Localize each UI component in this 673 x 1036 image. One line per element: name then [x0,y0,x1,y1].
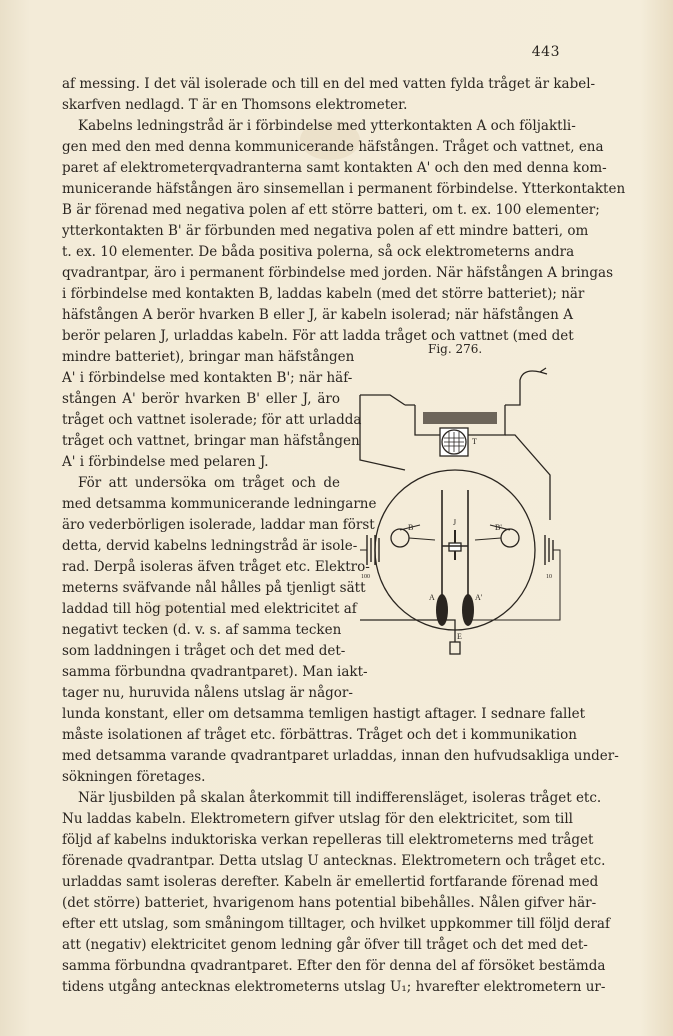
label-E: E [457,632,462,641]
contact-B-prime [501,529,519,547]
page-number: 443 [531,44,560,60]
text-line: som laddningen i tråget och det med det- [62,643,346,659]
label-A: A [429,593,435,602]
text-line: ytterkontakten B' är förbunden med negativa polen af ett mindre batteri, om [62,223,589,239]
figure-caption: Fig. 276. [428,342,483,356]
text-line: äro vederbörligen isolerade, laddar man först [62,517,375,533]
label-A-prime: A' [475,593,483,602]
text-line: detta, dervid kabelns ledningstråd är isole- [62,538,358,554]
label-battery-100: 100 [361,574,370,580]
handle-A-prime [462,594,474,626]
text-line: laddad till hög potential med elektricitet af [62,601,357,617]
text-line: qvadrantpar, äro i permanent förbindelse med jorden. När häfstången A bringas [62,265,613,281]
text-line: urladdas samt isoleras derefter. Kabeln är emellertid fortfarande förenad med [62,874,599,890]
handle-A [436,594,448,626]
text-line: med detsamma kommunicerande ledningarne [62,496,377,512]
text-line: samma förbundna qvadrantparet). Man iakt- [62,664,368,680]
text-line: meterns sväfvande nål hålles på tjenligt sätt [62,580,366,596]
text-line: paret af elektrometerqvadranterna samt kontakten A' och den med denna kom- [62,160,607,176]
text-line: När ljusbilden på skalan återkommit till indifferensläget, isoleras tråget etc. [78,790,602,806]
text-line: att (negativ) elektricitet genom ledning går öfver till tråget och det med det- [62,937,588,953]
text-line: i förbindelse med kontakten B, laddas kabeln (med det större batteriet); när [62,286,585,302]
text-line: tager nu, huruvida nålens utslag är någor- [62,685,353,701]
label-battery-10: 10 [546,574,552,580]
label-T: T [472,437,477,446]
text-line: gen med den med denna kommunicerande häfstången. Tråget och vattnet, ena [62,139,604,155]
battery-left [367,535,379,565]
text-line: berör pelaren J, urladdas kabeln. För att ladda tråget och vattnet (med det [62,328,574,344]
text-line: negativt tecken (d. v. s. af samma tecken [62,622,342,638]
text-line: samma förbundna qvadrantparet. Efter den för denna del af försöket bestämda [62,958,606,974]
text-line: Nu laddas kabeln. Elektrometern gifver utslag för den elektricitet, som till [62,811,573,827]
label-B-prime: B' [495,523,502,532]
text-line: med detsamma varande qvadrantparet urladdas, innan den hufvudsakliga under- [62,748,619,764]
apparatus-diagram [345,360,575,665]
text-line: stången A' berör hvarken B' eller J, äro [62,391,340,407]
text-line: följd af kabelns induktoriska verkan repelleras till elektrometerns med tråget [62,832,594,848]
text-line: tidens utgång antecknas elektrometerns utslag U₁; hvarefter elektrometern ur- [62,979,606,995]
figure-276 [345,360,575,665]
label-J: J [453,518,457,527]
text-line: skarfven nedlagd. T är en Thomsons elektrometer. [62,97,408,113]
text-line: lunda konstant, eller om detsamma temligen hastigt aftager. I sednare fallet [62,706,586,722]
contact-B [391,529,409,547]
text-line: t. ex. 10 elementer. De båda positiva polerna, så ock elektrometerns andra [62,244,575,260]
water-fill [423,412,497,424]
wire-left [360,395,415,470]
text-line: rad. Derpå isoleras äfven tråget etc. Elektro- [62,559,370,575]
text-line: förenade qvadrantpar. Detta utslag U antecknas. Elektrometern och tråget etc. [62,853,606,869]
text-line: municerande häfstången äro sinsemellan i permanent förbindelse. Ytterkontakten [62,181,626,197]
text-line: A' i förbindelse med pelaren J. [62,454,269,470]
text-line: tråget och vattnet, bringar man häfstången [62,433,360,449]
text-line: efter ett utslag, som småningom tilltager, och hvilket uppkommer till följd deraf [62,916,610,932]
cable-end [505,368,547,405]
text-line: För att undersöka om tråget och de [78,475,340,491]
earth-E [450,642,460,654]
text-line: Kabelns ledningstråd är i förbindelse med ytterkontakten A och följaktli- [78,118,576,134]
text-line: måste isolationen af tråget etc. förbättras. Tråget och det i kommunikation [62,727,577,743]
label-B: B [408,523,414,532]
text-line: tråget och vattnet isolerade; för att urladda [62,412,362,428]
text-line: sökningen företages. [62,769,206,785]
text-line: A' i förbindelse med kontakten B'; när häf- [62,370,353,386]
text-line: B är förenad med negativa polen af ett större batteri, om t. ex. 100 elementer; [62,202,600,218]
text-line: häfstången A berör hvarken B eller J, är kabeln isolerad; när häfstången A [62,307,573,323]
text-line: af messing. I det väl isolerade och till en del med vatten fylda tråget är kabel- [62,76,596,92]
wire-right [505,435,550,520]
text-line: mindre batteriet), bringar man häfstången [62,349,355,365]
battery-right [545,535,553,565]
text-line: (det större) batteriet, hvarigenom hans potential bibehålles. Nålen gifver här- [62,895,597,911]
